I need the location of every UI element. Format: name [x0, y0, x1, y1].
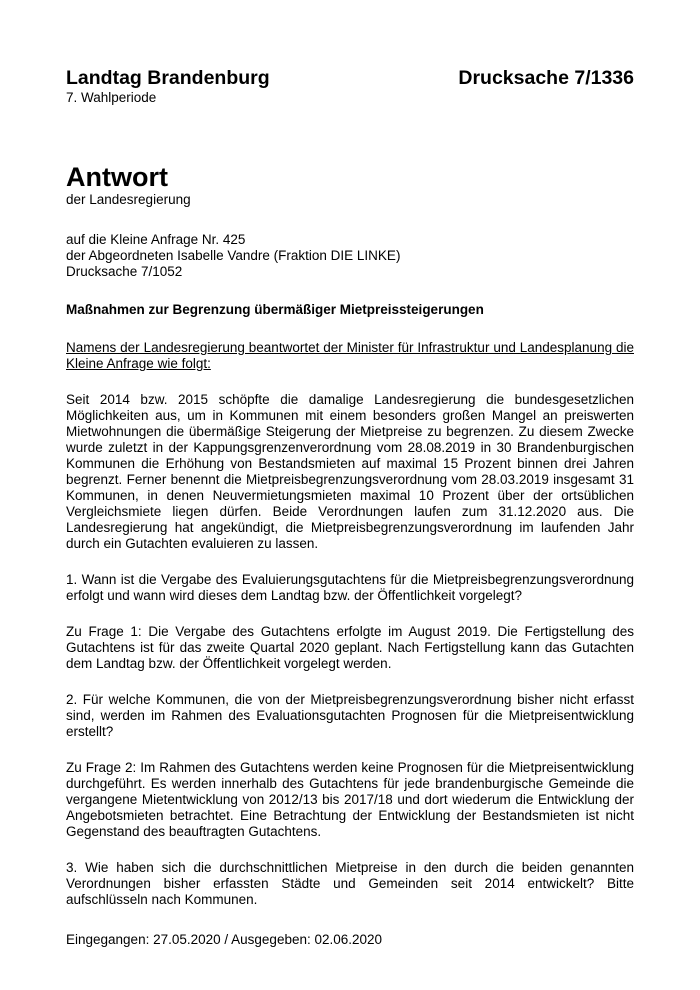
question-3: 3. Wie haben sich die durchschnittlichen Mietpreise in den durch die beiden genannten Verordnungen bisher erfassten Städte und Gemeinden seit 2014 entwickelt? Bitte aufschlüsseln nach Kommunen. [66, 860, 634, 907]
document-page [66, 66, 634, 948]
document-header [66, 66, 634, 90]
preamble-paragraph: Seit 2014 bzw. 2015 schöpfte die damalige Landesregierung die bundesgesetzlichen Möglichkeiten aus, um in Kommunen mit einem besonders großen Mangel an preiswerten Mietwohnungen die übermäßige Steigerung der Mietpreise zu begrenzen. Zu diesem Zwecke wurde zuletzt in der Kappungsgrenzenverordnung vom 28.08.2019 in 30 Brandenburgischen Kommunen die Erhöhung von Bestandsmieten auf maximal 15 Prozent binnen drei Jahren begrenzt. Ferner benennt die Mietpreisbegrenzungsverordnung vom 28.03.2019 insgesamt 31 Kommunen, in denen Neuvermietungsmieten maximal 10 Prozent über der ortsüblichen Vergleichsmiete liegen dürfen. Beide Verordnungen laufen zum 31.12.2020 aus. Die Landesregierung hat angekündigt, die Mietpreisbegrenzungsverordnung im laufenden Jahr durch ein Gutachten evaluieren zu lassen. [66, 392, 634, 551]
question-1: 1. Wann ist die Vergabe des Evaluierungsgutachtens für die Mietpreisbegrenzungsverordnung erfolgt und wann wird dieses dem Landtag bzw. der Öffentlichkeit vorgelegt? [66, 572, 634, 603]
reference-line: Drucksache 7/1052 [66, 264, 183, 279]
receipt-dates: Eingegangen: 27.05.2020 / Ausgegeben: 02.06.2020 [66, 932, 383, 947]
reference-line: der Abgeordneten Isabelle Vandre (Fraktion DIE LINKE) [66, 248, 401, 263]
subject-heading: Maßnahmen zur Begrenzung übermäßiger Mietpreissteigerungen [66, 302, 484, 317]
legislative-period: 7. Wahlperiode [66, 90, 157, 105]
question-2: 2. Für welche Kommunen, die von der Mietpreisbegrenzungsverordnung bisher nicht erfasst sind, werden im Rahmen des Evaluationsgutachten Prognosen für die Mietpreisentwicklung erstellt? [66, 692, 634, 739]
document-type-heading: Antwort [66, 162, 168, 192]
reference-line: auf die Kleine Anfrage Nr. 425 [66, 232, 246, 247]
printed-matter-number: Drucksache 7/1336 [458, 67, 634, 89]
answer-2: Zu Frage 2: Im Rahmen des Gutachtens werden keine Prognosen für die Mietpreisentwicklung durchgeführt. Es werden innerhalb des Gutachtens für jede brandenburgische Gemeinde die vergangene Mietentwicklung von 2012/13 bis 2017/18 und dort wiederum die Entwicklung der Angebotsmieten betrachtet. Eine Betrachtung der Entwicklung der Bestandsmieten ist nicht Gegenstand des beauftragten Gutachtens. [66, 760, 634, 839]
reference-block [66, 232, 634, 280]
parliament-name: Landtag Brandenburg [66, 67, 270, 89]
intro-statement: Namens der Landesregierung beantwortet der Minister für Infrastruktur und Landesplanung die Kleine Anfrage wie folgt: [66, 340, 634, 371]
issuer-line: der Landesregierung [66, 192, 191, 207]
answer-1: Zu Frage 1: Die Vergabe des Gutachtens erfolgte im August 2019. Die Fertigstellung des Gutachtens ist für das zweite Quartal 2020 geplant. Nach Fertigstellung kann das Gutachten dem Landtag bzw. der Öffentlichkeit vorgelegt werden. [66, 624, 634, 671]
